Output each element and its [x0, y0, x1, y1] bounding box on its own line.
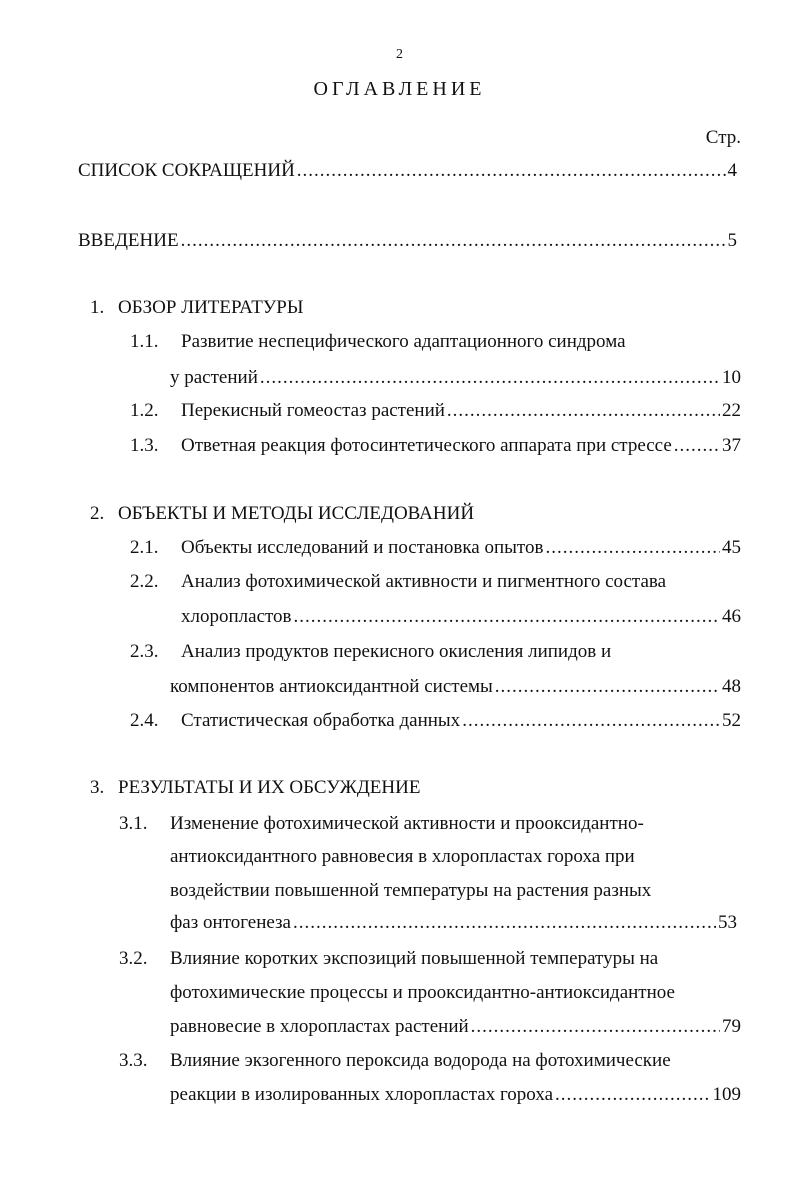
toc-entry-3-2[interactable] — [170, 1016, 741, 1038]
toc-entry-page: 46 — [722, 606, 741, 627]
section-number: 2.3. — [130, 641, 159, 662]
toc-entry-label: реакции в изолированных хлоропластах гороха — [170, 1084, 554, 1105]
toc-entry-page: 10 — [722, 367, 741, 388]
leader-dots — [545, 537, 720, 559]
leader-dots — [674, 435, 720, 457]
leader-dots — [181, 230, 726, 252]
section-title-line[interactable]: Развитие неспецифического адаптационного синдрома — [181, 331, 626, 352]
toc-entry-2-2[interactable] — [181, 606, 741, 628]
chapter-number: 2. — [90, 503, 105, 524]
section-title-line[interactable]: Анализ фотохимической активности и пигментного состава — [181, 571, 667, 592]
toc-entry-label: Перекисный гомеостаз растений — [181, 400, 445, 421]
section-number: 1.1. — [130, 331, 159, 352]
chapter-number: 1. — [90, 297, 105, 318]
chapter-title-1[interactable]: ОБЗОР ЛИТЕРАТУРЫ — [118, 297, 304, 318]
chapter-title-3[interactable]: РЕЗУЛЬТАТЫ И ИХ ОБСУЖДЕНИЕ — [118, 777, 421, 798]
toc-entry-page: 45 — [722, 537, 741, 558]
section-title-line[interactable]: Анализ продуктов перекисного окисления липидов и — [181, 641, 612, 662]
leader-dots — [555, 1084, 710, 1106]
toc-entry-abbreviations[interactable] — [78, 160, 737, 182]
toc-entry-page: 37 — [722, 435, 741, 456]
toc-entry-label: компонентов антиоксидантной системы — [170, 676, 493, 697]
toc-entry-page: 48 — [722, 676, 741, 697]
toc-entry-1-2[interactable] — [181, 400, 741, 422]
chapter-title-2[interactable]: ОБЪЕКТЫ И МЕТОДЫ ИССЛЕДОВАНИЙ — [118, 503, 475, 524]
section-title-line[interactable]: Влияние коротких экспозиций повышенной температуры на — [170, 948, 659, 969]
leader-dots — [294, 606, 720, 628]
toc-entry-1-3[interactable] — [181, 435, 741, 457]
toc-entry-label: СПИСОК СОКРАЩЕНИЙ — [78, 160, 295, 181]
page-number: 2 — [396, 47, 403, 62]
leader-dots — [495, 676, 720, 698]
section-number: 3.1. — [119, 813, 148, 834]
section-title-line[interactable]: Изменение фотохимической активности и прооксидантно- — [170, 813, 644, 834]
page-title: ОГЛАВЛЕНИЕ — [313, 78, 486, 100]
toc-entry-page: 22 — [722, 400, 741, 421]
toc-entry-page: 53 — [718, 912, 737, 933]
toc-entry-label: у растений — [170, 367, 258, 388]
section-number: 2.1. — [130, 537, 159, 558]
toc-entry-3-3[interactable] — [170, 1084, 741, 1106]
section-number: 3.3. — [119, 1050, 148, 1071]
toc-entry-label: Объекты исследований и постановка опытов — [181, 537, 544, 558]
toc-entry-page: 79 — [722, 1016, 741, 1037]
leader-dots — [447, 400, 720, 422]
section-title-line[interactable]: Влияние экзогенного пероксида водорода на фотохимические — [170, 1050, 671, 1071]
toc-entry-label: Ответная реакция фотосинтетического аппарата при стрессе — [181, 435, 672, 456]
toc-entry-page: 4 — [727, 160, 737, 181]
toc-entry-label: равновесие в хлоропластах растений — [170, 1016, 469, 1037]
toc-entry-2-1[interactable] — [181, 537, 741, 559]
section-number: 2.2. — [130, 571, 159, 592]
section-title-line[interactable]: воздействии повышенной температуры на растения разных — [170, 880, 652, 901]
toc-entry-label: хлоропластов — [181, 606, 292, 627]
leader-dots — [260, 367, 720, 389]
leader-dots — [471, 1016, 720, 1038]
section-number: 1.3. — [130, 435, 159, 456]
toc-entry-2-4[interactable] — [181, 710, 741, 732]
section-title-line[interactable]: антиоксидантного равновесия в хлоропластах гороха при — [170, 846, 635, 867]
toc-entry-page: 109 — [712, 1084, 741, 1105]
leader-dots — [297, 160, 726, 182]
toc-entry-page: 52 — [722, 710, 741, 731]
toc-entry-1-1[interactable] — [170, 367, 741, 389]
toc-entry-page: 5 — [727, 230, 737, 251]
page-column-label: Стр. — [705, 127, 741, 148]
toc-entry-2-3[interactable] — [170, 676, 741, 698]
leader-dots — [462, 710, 720, 732]
section-title-line[interactable]: фотохимические процессы и прооксидантно-антиоксидантное — [170, 982, 675, 1003]
section-number: 1.2. — [130, 400, 159, 421]
toc-entry-3-1[interactable] — [170, 912, 737, 934]
section-number: 2.4. — [130, 710, 159, 731]
toc-entry-introduction[interactable] — [78, 230, 737, 252]
toc-entry-label: фаз онтогенеза — [170, 912, 291, 933]
chapter-number: 3. — [90, 777, 105, 798]
leader-dots — [293, 912, 716, 934]
section-number: 3.2. — [119, 948, 148, 969]
toc-entry-label: Статистическая обработка данных — [181, 710, 461, 731]
toc-entry-label: ВВЕДЕНИЕ — [78, 230, 179, 251]
